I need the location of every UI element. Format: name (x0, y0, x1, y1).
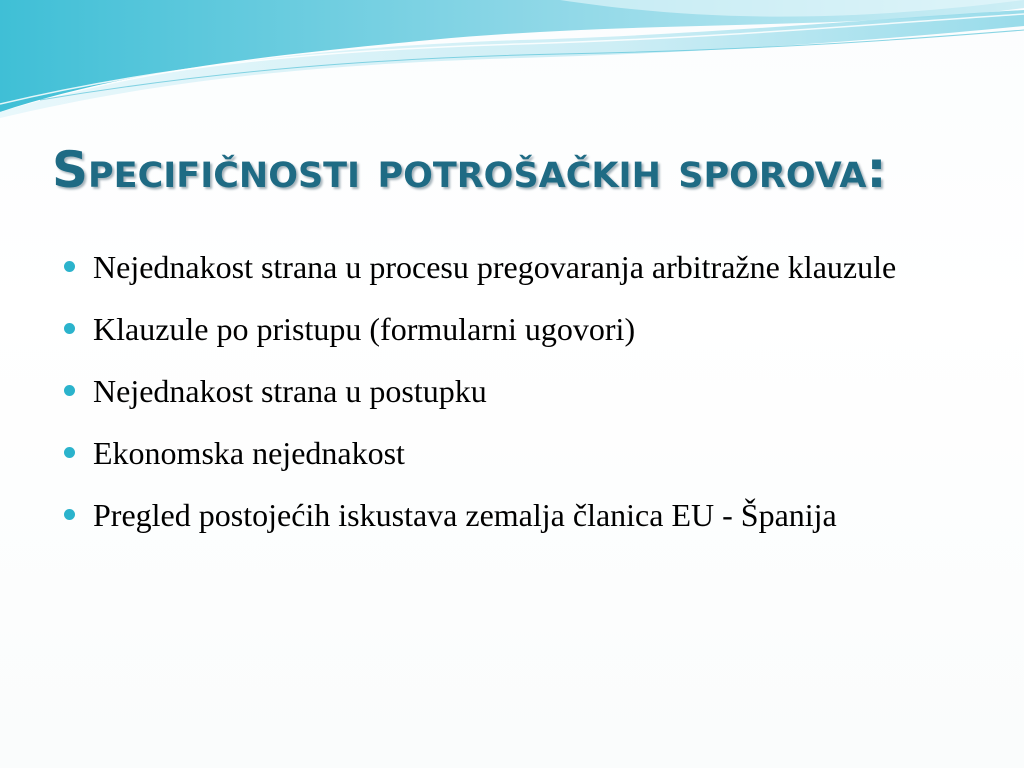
list-item (62, 370, 962, 412)
list-item-text: Nejednakost strana u postupku (93, 373, 487, 409)
list-item-text: Klauzule po pristupu (formularni ugovori) (93, 311, 636, 347)
list-item-text: Nejednakost strana u procesu pregovaranja arbitražne klauzule (93, 249, 897, 285)
decorative-wave-header (0, 0, 1024, 120)
bullet-dot-icon (64, 261, 75, 272)
list-item (62, 308, 962, 350)
list-item-text: Ekonomska nejednakost (93, 435, 405, 471)
slide-title: Specifičnosti potrošačkih sporova: (52, 141, 887, 199)
bullet-dot-icon (64, 447, 75, 458)
list-item-text: Pregled postojećih iskustava zemalja članica EU - Španija (93, 497, 837, 533)
bullet-list (62, 246, 962, 556)
list-item (62, 246, 962, 288)
bullet-dot-icon (64, 323, 75, 334)
bullet-dot-icon (64, 385, 75, 396)
list-item (62, 494, 962, 536)
list-item (62, 432, 962, 474)
bullet-dot-icon (64, 509, 75, 520)
